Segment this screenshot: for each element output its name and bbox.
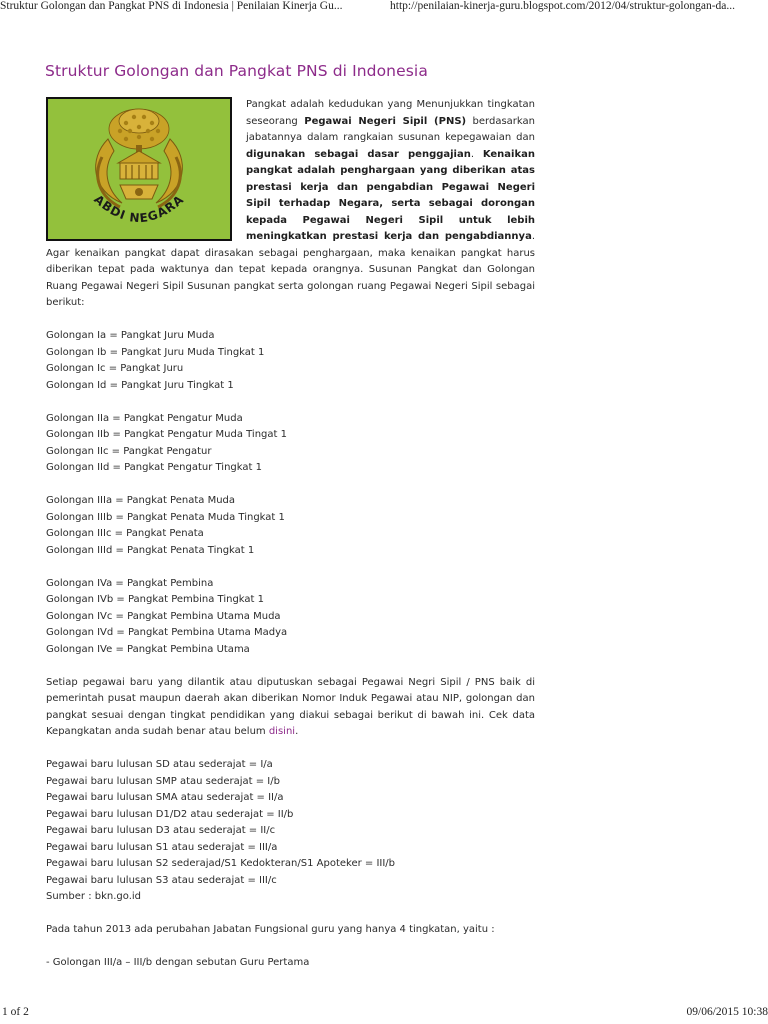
golongan-list bbox=[46, 328, 535, 675]
pegawai-baru-item: Pegawai baru lulusan SMP atau sederajat = I/b bbox=[46, 775, 280, 787]
golongan-group bbox=[46, 411, 535, 477]
golongan-item: Golongan IIb = Pangkat Pengatur Muda Tingat 1 bbox=[46, 429, 287, 440]
golongan-item: Golongan Ic = Pangkat Juru bbox=[46, 363, 184, 374]
golongan-item: Golongan IIa = Pangkat Pengatur Muda bbox=[46, 412, 243, 424]
pegawai-baru-item: Pegawai baru lulusan S2 sederajad/S1 Kedokteran/S1 Apoteker = III/b bbox=[46, 858, 396, 869]
print-datetime: 09/06/2015 10:38 bbox=[686, 1006, 768, 1018]
para2-text: Setiap pegawai baru yang dilantik atau diputuskan sebagai Pegawai Negri Sipil / PNS baik di pemerintah pusat maupun daerah akan diberikan Nomor Induk Pegawai atau NIP, golongan dan pangkat sesuai dengan tingkat pendidikan yang diakui sebagai berikut di bawah ini. Cek data Kepangkatan anda sudah benar atau belum bbox=[46, 676, 535, 737]
intro-bold-kenaikan: Kenaikan pangkat adalah penghargaan yang diberikan atas prestasi kerja dan pengabdian Pegawai Negeri Sipil terhadap Negara, serta sebagai dorongan kepada Pegawai Negeri Sipil untuk lebih meningkatkan prestasi kerja dan pengabdiannya bbox=[246, 148, 535, 242]
pegawai-baru-item: Pegawai baru lulusan S1 atau sederajat = III/a bbox=[46, 841, 278, 853]
golongan-group bbox=[46, 576, 535, 659]
page-number: 1 of 2 bbox=[2, 1006, 29, 1018]
golongan-item: Golongan IIc = Pangkat Pengatur bbox=[46, 445, 212, 457]
post-title: Struktur Golongan dan Pangkat PNS di Indonesia bbox=[45, 62, 428, 80]
intro-text-2: berdasarkan jabatannya dalam rangkaian susunan kepegawaian dan bbox=[246, 115, 535, 143]
golongan-iii-item: - Golongan III/a – III/b dengan sebutan Guru Pertama bbox=[46, 957, 310, 968]
golongan-item: Golongan IIIc = Pangkat Penata bbox=[46, 528, 204, 539]
pegawai-baru-item: Pegawai baru lulusan D1/D2 atau sederajat = II/b bbox=[46, 808, 294, 820]
golongan-item: Golongan Ia = Pangkat Juru Muda bbox=[46, 330, 215, 341]
pegawai-baru-list bbox=[46, 757, 535, 906]
para2-after: . bbox=[295, 726, 299, 737]
golongan-item: Golongan IVc = Pangkat Pembina Utama Muda bbox=[46, 610, 281, 622]
disini-link[interactable]: disini bbox=[268, 726, 296, 737]
pegawai-baru-item: Pegawai baru lulusan S3 atau sederajat = III/c bbox=[46, 874, 277, 886]
intro-bold-penggajian: digunakan sebagai dasar penggajian bbox=[246, 148, 471, 160]
golongan-item: Golongan IVe = Pangkat Pembina Utama bbox=[46, 643, 250, 655]
print-header bbox=[0, 0, 768, 18]
pegawai-baru-item: Pegawai baru lulusan SD atau sederajat = I/a bbox=[46, 759, 273, 770]
intro-text-1: Pangkat adalah kedudukan yang Menunjukkan tingkatan seseorang bbox=[246, 99, 535, 127]
golongan-item: Golongan IVa = Pangkat Pembina bbox=[46, 577, 214, 589]
perubahan-paragraph: Pada tahun 2013 ada perubahan Jabatan Fungsional guru yang hanya 4 tingkatan, yaitu : bbox=[46, 924, 495, 935]
pegawai-baru-item: Pegawai baru lulusan SMA atau sederajat = II/a bbox=[46, 792, 284, 803]
golongan-item: Golongan IIIb = Pangkat Penata Muda Tingkat 1 bbox=[46, 511, 285, 523]
golongan-item: Golongan IVb = Pangkat Pembina Tingkat 1 bbox=[46, 594, 265, 605]
golongan-item: Golongan IIId = Pangkat Penata Tingkat 1 bbox=[46, 544, 255, 556]
print-header-title: Struktur Golongan dan Pangkat PNS di Indonesia | Penilaian Kinerja Gu... bbox=[0, 0, 343, 12]
print-footer bbox=[0, 1006, 768, 1024]
pegawai-baru-item: Sumber : bkn.go.id bbox=[46, 891, 142, 902]
pegawai-baru-item: Pegawai baru lulusan D3 atau sederajat = II/c bbox=[46, 825, 276, 836]
golongan-group bbox=[46, 493, 535, 559]
intro-text-3: . bbox=[470, 148, 483, 160]
intro-text-4: . Agar kenaikan pangkat dapat dirasakan sebagai penghargaan, maka kenaikan pangkat harus diberikan tepat pada waktunya dan tepat kepada orangnya. Susunan Pangkat dan Golongan Ruang Pegawai Negeri Sipil Susunan pangkat serta golongan ruang Pegawai Negeri Sipil sebagai berikut: bbox=[46, 231, 535, 308]
golongan-item: Golongan IId = Pangkat Pengatur Tingkat 1 bbox=[46, 462, 262, 473]
golongan-item: Golongan Ib = Pangkat Juru Muda Tingkat 1 bbox=[46, 346, 265, 358]
korpri-logo-image bbox=[46, 97, 232, 241]
print-header-url: http://penilaian-kinerja-guru.blogspot.com/2012/04/struktur-golongan-da... bbox=[390, 0, 736, 12]
abdi-negara-emblem-icon bbox=[48, 99, 230, 239]
golongan-item: Golongan IVd = Pangkat Pembina Utama Madya bbox=[46, 627, 288, 638]
golongan-item: Golongan IIIa = Pangkat Penata Muda bbox=[46, 495, 236, 506]
golongan-group bbox=[46, 328, 535, 394]
golongan-item: Golongan Id = Pangkat Juru Tingkat 1 bbox=[46, 379, 234, 391]
logo-caption: ABDI NEGARA bbox=[91, 192, 187, 226]
intro-bold-pns: Pegawai Negeri Sipil (PNS) bbox=[304, 115, 467, 127]
post-body bbox=[46, 97, 535, 972]
pegawai-intro-paragraph bbox=[46, 675, 535, 741]
